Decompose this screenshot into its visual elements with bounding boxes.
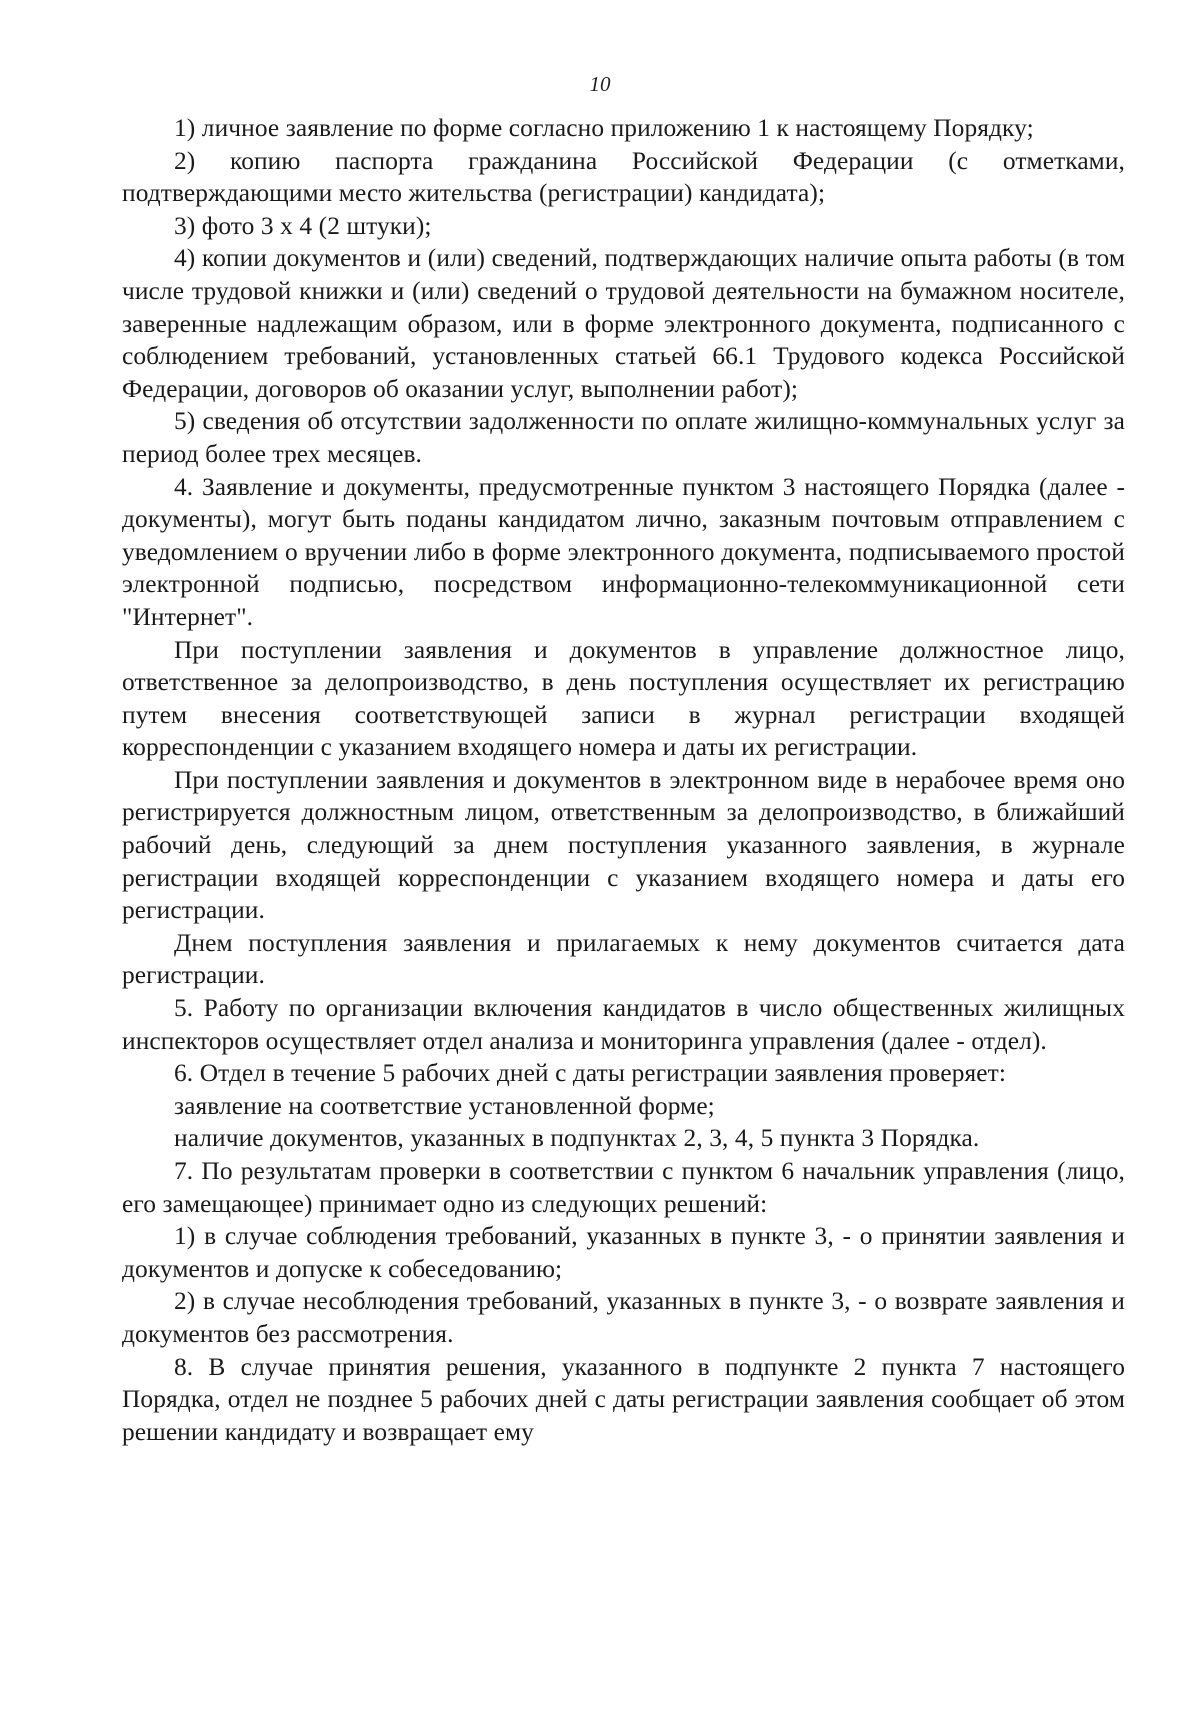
paragraph: При поступлении заявления и документов в электронном виде в нерабочее время оно регистрируется должностным лицом, ответственным за делопроизводство, в ближайший рабочий день, следующий за днем поступления указанного заявления, в журнале регистрации входящей корреспонденции с указанием входящего номера и даты его регистрации. — [122, 765, 1125, 925]
paragraph: 4) копии документов и (или) сведений, подтверждающих наличие опыта работы (в том числе трудовой книжки и (или) сведений о трудовой деятельности на бумажном носителе, заверенные надлежащим образом, или в форме электронного документа, подписанного с соблюдением требований, установленных статьей 66.1 Трудового кодекса Российской Федерации, договоров об оказании услуг, выполнении работ); — [122, 244, 1125, 403]
paragraph: 5. Работу по организации включения кандидатов в число общественных жилищных инспекторов осуществляет отдел анализа и мониторинга управления (далее - отдел). — [122, 994, 1125, 1055]
paragraph: Днем поступления заявления и прилагаемых к нему документов считается дата регистрации. — [122, 928, 1125, 990]
page-number: 10 — [589, 72, 611, 96]
paragraph: 6. Отдел в течение 5 рабочих дней с даты регистрации заявления проверяет: — [174, 1059, 1006, 1088]
paragraph: 5) сведения об отсутствии задолженности по оплате жилищно-коммунальных услуг за период более трех месяцев. — [122, 407, 1125, 468]
paragraph: 1) личное заявление по форме согласно приложению 1 к настоящему Порядку; — [174, 114, 1034, 142]
paragraph: При поступлении заявления и документов в управление должностное лицо, ответственное за делопроизводство, в день поступления осуществляет их регистрацию путем внесения соответствующей записи в журнал регистрации входящей корреспонденции с указанием входящего номера и даты их регистрации. — [122, 635, 1125, 762]
document-body — [122, 112, 1125, 1448]
paragraph: 7. По результатам проверки в соответствии с пунктом 6 начальник управления (лицо, его замещающее) принимает одно из следующих решений: — [122, 1157, 1125, 1218]
paragraph: 3) фото 3 х 4 (2 штуки); — [174, 211, 432, 240]
paragraph: 4. Заявление и документы, предусмотренные пунктом 3 настоящего Порядка (далее - документы), могут быть поданы кандидатом лично, заказным почтовым отправлением с уведомлением о вручении либо в форме электронного документа, подписываемого простой электронной подписью, посредством информационно-телекоммуникационной сети "Интернет". — [122, 472, 1125, 631]
paragraph: заявление на соответствие установленной форме; — [174, 1091, 715, 1120]
paragraph: 2) копию паспорта гражданина Российской Федерации (с отметками, подтверждающими место жительства (регистрации) кандидата); — [122, 146, 1125, 208]
paragraph: наличие документов, указанных в подпунктах 2, 3, 4, 5 пункта 3 Порядка. — [174, 1124, 980, 1153]
paragraph: 2) в случае несоблюдения требований, указанных в пункте 3, - о возврате заявления и документов без рассмотрения. — [122, 1287, 1125, 1348]
paragraph: 8. В случае принятия решения, указанного в подпункте 2 пункта 7 настоящего Порядка, отдел не позднее 5 рабочих дней с даты регистрации заявления сообщает об этом решении кандидату и возвращает ему — [122, 1352, 1125, 1446]
paragraph: 1) в случае соблюдения требований, указанных в пункте 3, - о принятии заявления и документов и допуске к собеседованию; — [122, 1222, 1125, 1283]
